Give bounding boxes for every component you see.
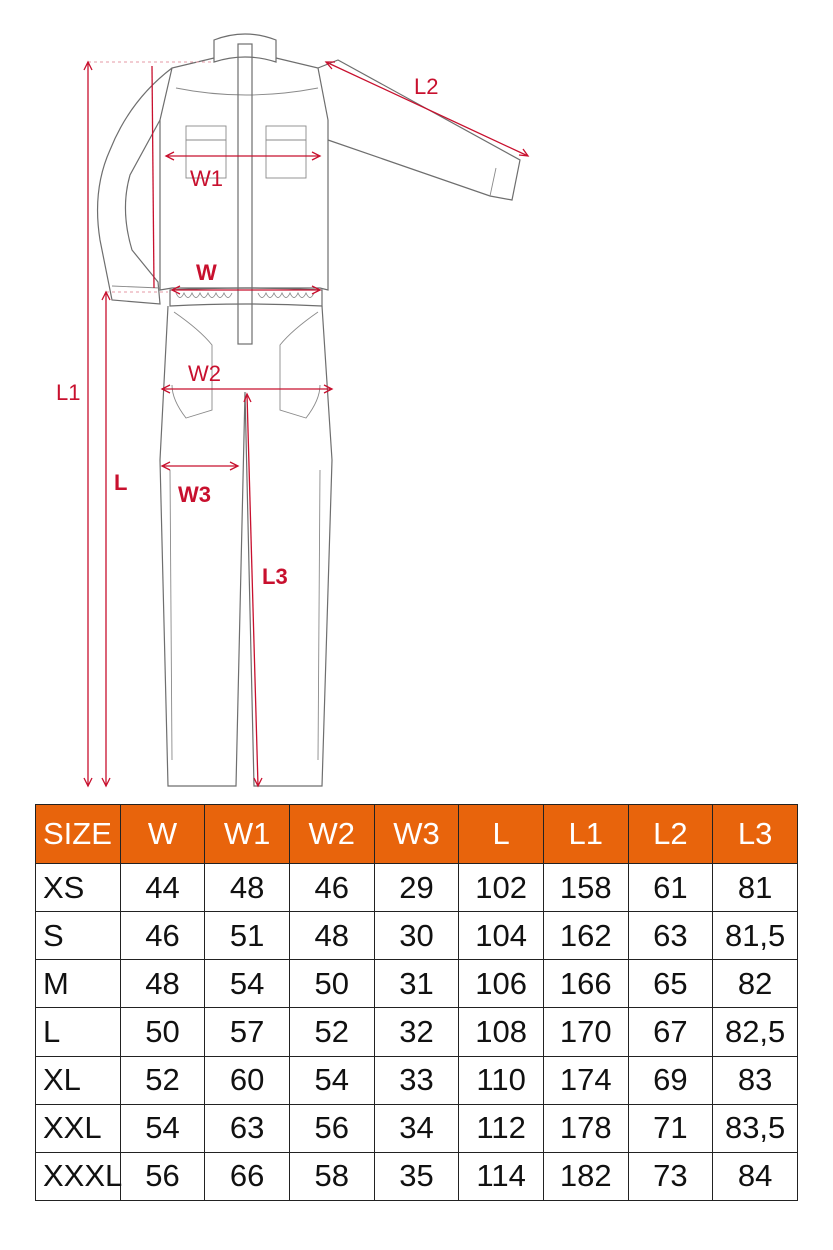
header-w3: W3 bbox=[374, 805, 459, 864]
table-row bbox=[36, 1104, 798, 1152]
table-cell: 83 bbox=[713, 1056, 798, 1104]
table-cell: M bbox=[36, 960, 121, 1008]
table-cell: 48 bbox=[289, 912, 374, 960]
table-row bbox=[36, 960, 798, 1008]
label-l2: L2 bbox=[414, 74, 439, 99]
table-cell: 63 bbox=[628, 912, 713, 960]
table-cell: 63 bbox=[205, 1104, 290, 1152]
table-cell: 57 bbox=[205, 1008, 290, 1056]
table-cell: S bbox=[36, 912, 121, 960]
table-row bbox=[36, 1152, 798, 1200]
label-l: L bbox=[114, 470, 128, 495]
table-cell: 82,5 bbox=[713, 1008, 798, 1056]
coverall-outline bbox=[98, 34, 520, 786]
table-cell: 46 bbox=[289, 864, 374, 912]
label-w: W bbox=[196, 260, 217, 285]
table-cell: 112 bbox=[459, 1104, 544, 1152]
table-cell: 84 bbox=[713, 1152, 798, 1200]
header-l1: L1 bbox=[543, 805, 628, 864]
table-cell: 56 bbox=[120, 1152, 205, 1200]
table-cell: 81 bbox=[713, 864, 798, 912]
table-cell: 30 bbox=[374, 912, 459, 960]
table-cell: 114 bbox=[459, 1152, 544, 1200]
table-cell: 102 bbox=[459, 864, 544, 912]
table-cell: 158 bbox=[543, 864, 628, 912]
table-cell: 71 bbox=[628, 1104, 713, 1152]
table-row bbox=[36, 1008, 798, 1056]
table-cell: 29 bbox=[374, 864, 459, 912]
table-cell: 44 bbox=[120, 864, 205, 912]
header-size: SIZE bbox=[36, 805, 121, 864]
label-w3: W3 bbox=[178, 482, 211, 507]
table-cell: 31 bbox=[374, 960, 459, 1008]
table-cell: XXXL bbox=[36, 1152, 121, 1200]
table-cell: 67 bbox=[628, 1008, 713, 1056]
table-cell: 51 bbox=[205, 912, 290, 960]
table-cell: 81,5 bbox=[713, 912, 798, 960]
table-cell: 61 bbox=[628, 864, 713, 912]
table-cell: 32 bbox=[374, 1008, 459, 1056]
table-cell: 162 bbox=[543, 912, 628, 960]
table-cell: 110 bbox=[459, 1056, 544, 1104]
table-cell: XL bbox=[36, 1056, 121, 1104]
table-cell: 108 bbox=[459, 1008, 544, 1056]
table-cell: 166 bbox=[543, 960, 628, 1008]
table-cell: 58 bbox=[289, 1152, 374, 1200]
table-row bbox=[36, 1056, 798, 1104]
table-cell: 48 bbox=[120, 960, 205, 1008]
label-l3: L3 bbox=[262, 564, 288, 589]
table-cell: 83,5 bbox=[713, 1104, 798, 1152]
table-cell: 178 bbox=[543, 1104, 628, 1152]
header-l2: L2 bbox=[628, 805, 713, 864]
table-cell: 56 bbox=[289, 1104, 374, 1152]
table-cell: 182 bbox=[543, 1152, 628, 1200]
table-cell: 54 bbox=[205, 960, 290, 1008]
table-cell: 34 bbox=[374, 1104, 459, 1152]
table-row bbox=[36, 864, 798, 912]
table-cell: 50 bbox=[289, 960, 374, 1008]
label-w1: W1 bbox=[190, 166, 223, 191]
table-header-row bbox=[36, 805, 798, 864]
table-cell: 54 bbox=[120, 1104, 205, 1152]
table-cell: 50 bbox=[120, 1008, 205, 1056]
table-cell: L bbox=[36, 1008, 121, 1056]
table-row bbox=[36, 912, 798, 960]
table-cell: 48 bbox=[205, 864, 290, 912]
header-w1: W1 bbox=[205, 805, 290, 864]
table-cell: 46 bbox=[120, 912, 205, 960]
table-cell: 33 bbox=[374, 1056, 459, 1104]
table-cell: 106 bbox=[459, 960, 544, 1008]
header-l: L bbox=[459, 805, 544, 864]
table-cell: 54 bbox=[289, 1056, 374, 1104]
table-cell: 52 bbox=[289, 1008, 374, 1056]
size-chart-table bbox=[35, 804, 798, 1201]
table-cell: 170 bbox=[543, 1008, 628, 1056]
label-w2: W2 bbox=[188, 361, 221, 386]
table-cell: XS bbox=[36, 864, 121, 912]
table-cell: 69 bbox=[628, 1056, 713, 1104]
label-l1: L1 bbox=[56, 380, 81, 405]
table-cell: 104 bbox=[459, 912, 544, 960]
table-cell: XXL bbox=[36, 1104, 121, 1152]
table-cell: 52 bbox=[120, 1056, 205, 1104]
table-cell: 73 bbox=[628, 1152, 713, 1200]
table-cell: 65 bbox=[628, 960, 713, 1008]
table-cell: 66 bbox=[205, 1152, 290, 1200]
header-w: W bbox=[120, 805, 205, 864]
table-cell: 82 bbox=[713, 960, 798, 1008]
table-cell: 174 bbox=[543, 1056, 628, 1104]
header-l3: L3 bbox=[713, 805, 798, 864]
table-cell: 35 bbox=[374, 1152, 459, 1200]
header-w2: W2 bbox=[289, 805, 374, 864]
table-cell: 60 bbox=[205, 1056, 290, 1104]
